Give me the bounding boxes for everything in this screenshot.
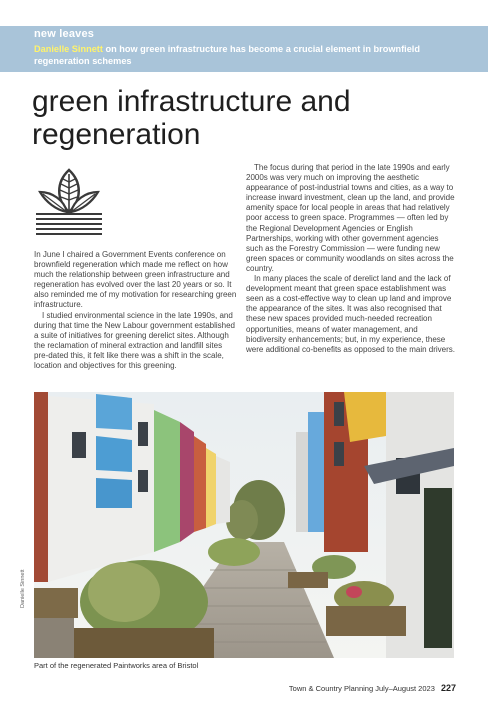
section-label: new leaves — [34, 28, 95, 40]
page-footer — [278, 683, 456, 693]
paragraph: I studied environmental science in the late 1990s, and during that time the New Labour government established a suite of initiatives for greening derelict sites. Although the reclamation of mineral extraction and landfill sites pre-dated this, it felt like there was a shift in the scale, location and objectives for this greening. — [34, 310, 236, 371]
photo-caption: Part of the regenerated Paintworks area of Bristol — [34, 661, 199, 670]
article-title: green infrastructure and regeneration — [32, 85, 351, 151]
article-column-left — [34, 250, 238, 371]
issue-date: July–August 2023 — [375, 684, 435, 693]
paragraph: The focus during that period in the late 1990s and early 2000s was very much on improving the aesthetic appearance of post-industrial towns and cities, as a way to increase inward investment, clean up the land, and provide amenity space for local people in areas that had relatively poor access to green space. Programmes — often led by the Regional Development Agencies or English Partnerships, working with other government agencies such as the Forestry Commission — were funding new green spaces or community woodlands on sites across the country. — [246, 163, 455, 273]
standfirst — [34, 43, 454, 67]
street-photo — [34, 392, 454, 658]
author-name: Danielle Sinnett — [34, 44, 103, 54]
publication-name: Town & Country Planning — [288, 684, 374, 693]
paragraph: In many places the scale of derelict land and the lack of development meant that green space establishment was seen as a cost-effective way to clean up land and improve the appearance of the sites. It was also recognised that these new spaces provided much-needed recreation opportunities, means of water management, and biodiversity enhancements; but, in my experience, these were additional co-benefits as opposed to the main drivers. — [246, 274, 456, 354]
article-column-right — [246, 163, 456, 355]
photo-credit: Danielle Sinnett — [20, 569, 26, 608]
standfirst-text: on how green infrastructure has become a crucial element in brownfield regeneration schemes — [34, 44, 420, 66]
paragraph: In June I chaired a Government Events conference on brownfield regeneration which made me reflect on how much the relationship between green infrastructure and regeneration has evolved over the last 20 years or so. It also reminded me of my motivation for researching green infrastructure. — [34, 250, 237, 310]
leaves-logo-icon — [34, 166, 104, 236]
page-number: 227 — [440, 683, 456, 693]
